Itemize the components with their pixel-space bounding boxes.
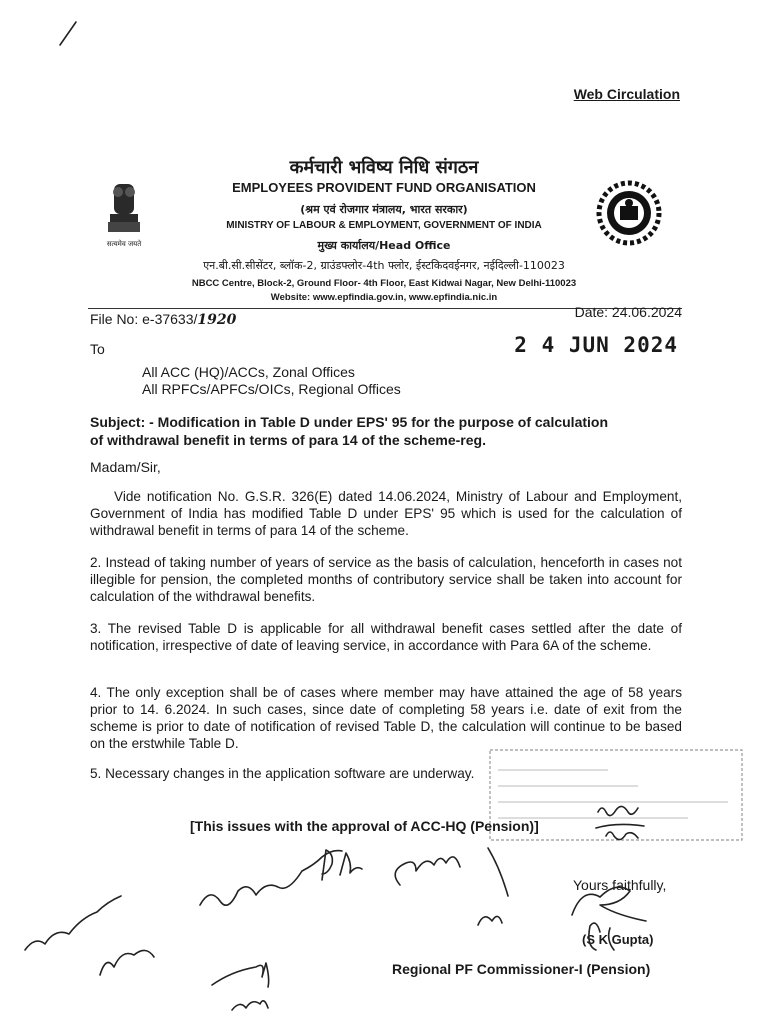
body-paragraph: 2. Instead of taking number of years of service as the basis of calculation, henceforth in cases not illegible for pension, the completed months of contributory service shall be taken into account for calculation of the withdrawal benefits. [90, 555, 682, 604]
body-paragraph: 4. The only exception shall be of cases where member may have attained the age of 58 years prior to 14. 6.2024. In such cases, since date of completing 58 years i.e. date of exit from the scheme is prior to date of notification of revised Table D, the calculation will continue to be based on the erstwhile Table D. [90, 685, 682, 751]
file-number-handwritten: 1920 [197, 312, 237, 328]
address-hindi: एन.बी.सी.सीसेंटर, ब्लॉक-2, ग्राउंडफ्लोर-4th फ्लोर, ईस्टकिदवईनगर, नईदिल्ली-110023 [203, 259, 565, 272]
file-number-label: File No: e-37633/ [90, 311, 198, 327]
head-office-label: मुख्य कार्यालय/Head Office [317, 239, 451, 252]
signatory-name: (S K Gupta) [582, 932, 654, 947]
body-paragraph: 5. Necessary changes in the application software are underway. [90, 766, 475, 781]
body-paragraph: 3. The revised Table D is applicable for all withdrawal benefit cases settled after the date of notification, irrespective of date of leaving service, in accordance with Para 6A of the scheme. [90, 621, 682, 653]
body-paragraph: Vide notification No. G.S.R. 326(E) dated 14.06.2024, Ministry of Labour and Employment, Government of India has modified Table D under EPS' 95 which is used for the calculation of withdrawal benefit in terms of para 14 of the scheme. [90, 489, 682, 538]
signatory-designation: Regional PF Commissioner-I (Pension) [392, 961, 651, 977]
address-english: NBCC Centre, Block-2, Ground Floor- 4th Floor, East Kidwai Nagar, New Delhi-110023 [191, 278, 577, 289]
ministry-hindi: (श्रम एवं रोजगार मंत्रालय, भारत सरकार) [300, 203, 468, 216]
closing: Yours faithfully, [573, 877, 667, 893]
website-line: Website: www.epfindia.gov.in, www.epfindia.nic.in [270, 292, 498, 303]
salutation: Madam/Sir, [90, 459, 161, 475]
file-number [90, 311, 236, 328]
approval-note: [This issues with the approval of ACC-HQ (Pension)] [190, 818, 539, 834]
web-circulation-label: Web Circulation [573, 86, 680, 102]
subject-line: Subject: - Modification in Table D under EPS' 95 for the purpose of calculation [90, 414, 609, 430]
subject [90, 413, 684, 449]
epfo-logo-icon [596, 180, 662, 246]
org-name-hindi: कर्मचारी भविष्य निधि संगठन [289, 157, 479, 178]
ministry-english: MINISTRY OF LABOUR & EMPLOYMENT, GOVERNMENT OF INDIA [226, 220, 542, 231]
org-name-english: EMPLOYEES PROVIDENT FUND ORGANISATION [232, 180, 536, 195]
letter-date: Date: 24.06.2024 [574, 304, 682, 320]
addressee-line: All RPFCs/APFCs/OICs, Regional Offices [142, 381, 401, 397]
to-label: To [90, 341, 105, 357]
received-date-stamp: 2 4 JUN 2024 [514, 333, 678, 357]
subject-line: of withdrawal benefit in terms of para 14 of the scheme-reg. [90, 432, 486, 448]
addressee-line: All ACC (HQ)/ACCs, Zonal Offices [142, 364, 355, 380]
svg-text:सत्यमेव जयते: सत्यमेव जयते [106, 240, 142, 248]
